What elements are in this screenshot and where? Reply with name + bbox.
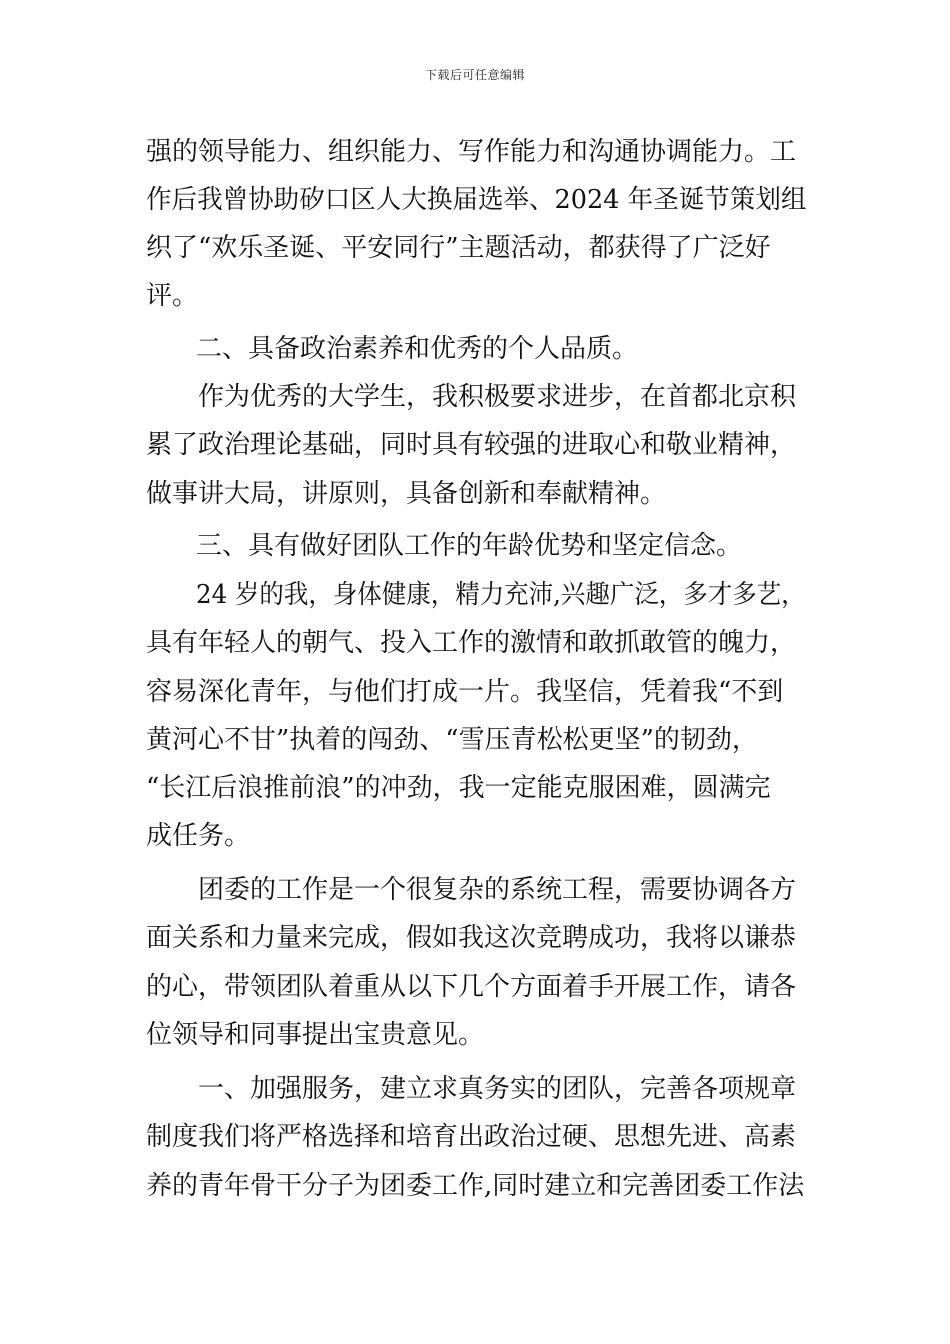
- body-line: 累了政治理论基础，同时具有较强的进取心和敬业精神，: [146, 430, 797, 460]
- section-heading: 三、具有做好团队工作的年龄优势和坚定信念。: [196, 531, 743, 561]
- body-line: 24 岁的我，身体健康，精力充沛,兴趣广泛，多才多艺，: [196, 580, 806, 610]
- section-heading: 二、具备政治素养和优秀的个人品质。: [196, 334, 639, 364]
- body-line: 制度我们将严格选择和培育出政治过硬、思想先进、高素: [146, 1122, 797, 1152]
- body-line: 黄河心不甘”执着的闯劲、“雪压青松松更坚”的韧劲，: [146, 725, 758, 755]
- body-line: 强的领导能力、组织能力、写作能力和沟通协调能力。工: [146, 137, 797, 167]
- body-line: 作为优秀的大学生，我积极要求进步，在首都北京积: [198, 382, 797, 412]
- body-line: 团委的工作是一个很复杂的系统工程，需要协调各方: [198, 875, 797, 905]
- section-heading: 一、加强服务，建立求真务实的团队，完善各项规章: [198, 1074, 797, 1104]
- body-line: 的心，带领团队着重从以下几个方面着手开展工作，请各: [146, 972, 797, 1002]
- body-line: 具有年轻人的朝气、投入工作的激情和敢抓敢管的魄力，: [146, 628, 797, 658]
- body-line: 评。: [146, 281, 199, 311]
- body-line: 作后我曾协助矽口区人大换届选举、2024 年圣诞节策划组: [146, 185, 807, 215]
- body-line: 做事讲大局，讲原则，具备创新和奉献精神。: [146, 479, 667, 509]
- body-line: 织了“欢乐圣诞、平安同行”主题活动，都获得了广泛好: [146, 233, 771, 263]
- body-line: 养的青年骨干分子为团委工作,同时建立和完善团委工作法: [146, 1171, 805, 1201]
- body-line: 面关系和力量来完成，假如我这次竞聘成功，我将以谦恭: [146, 923, 797, 953]
- page-header: 下载后可任意编辑: [424, 68, 525, 82]
- body-line: 成任务。: [146, 821, 251, 851]
- body-line: “长江后浪推前浪”的冲劲，我一定能克服困难，圆满完: [146, 773, 771, 803]
- body-line: 容易深化青年，与他们打成一片。我坚信，凭着我“不到: [146, 677, 784, 707]
- body-line: 位领导和同事提出宝贵意见。: [146, 1020, 485, 1050]
